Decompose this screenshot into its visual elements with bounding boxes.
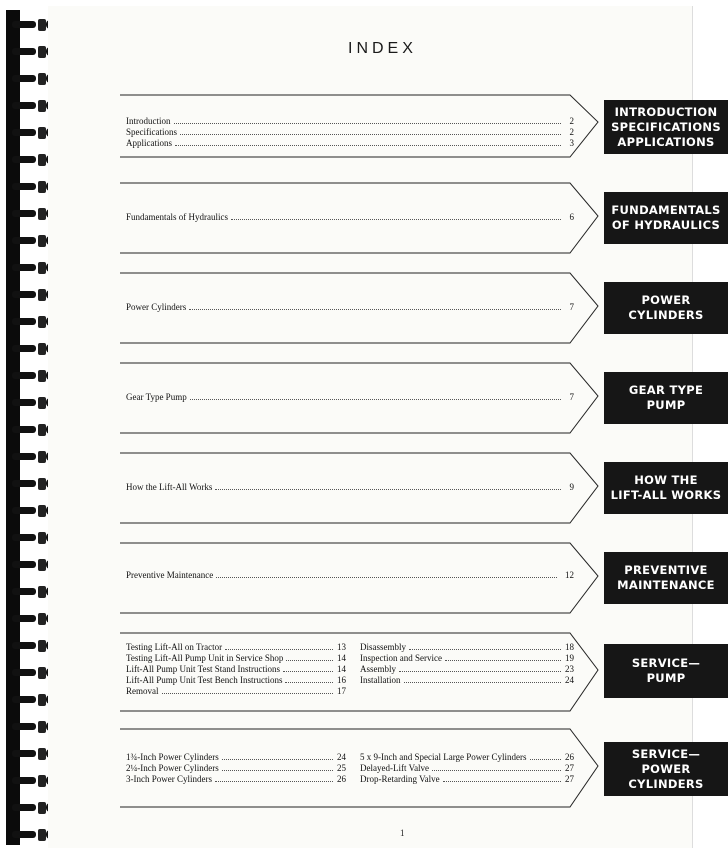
index-entry-gear-type-pump[interactable]: Gear Type Pump 7 <box>126 392 574 402</box>
index-entry-5x9-inch-cylinders[interactable]: 5 x 9-Inch and Special Large Power Cylinders 26 <box>360 752 574 762</box>
index-section-service-power-cylinders <box>120 728 728 808</box>
index-section-gear-type-pump <box>120 362 728 434</box>
index-entry-2-1-4-inch-cylinders[interactable]: 2¼-Inch Power Cylinders 25 <box>126 763 346 773</box>
index-entry-applications[interactable]: Applications 3 <box>126 138 574 148</box>
index-section-how-lift-all-works <box>120 452 728 524</box>
index-section-service-pump <box>120 632 728 712</box>
index-entry-fundamentals[interactable]: Fundamentals of Hydraulics 6 <box>126 212 574 222</box>
index-entry-disassembly[interactable]: Disassembly 18 <box>360 642 574 652</box>
section-tab-preventive-maintenance[interactable]: PREVENTIVE MAINTENANCE <box>604 552 728 604</box>
index-entry-1-3-4-inch-cylinders[interactable]: 1¾-Inch Power Cylinders 24 <box>126 752 346 762</box>
index-entry-testing-on-tractor[interactable]: Testing Lift-All on Tractor 13 <box>126 642 346 652</box>
index-page <box>48 6 722 848</box>
index-entry-assembly[interactable]: Assembly 23 <box>360 664 574 674</box>
section-tab-gear-type-pump[interactable]: GEAR TYPE PUMP <box>604 372 728 424</box>
index-entry-delayed-lift-valve[interactable]: Delayed-Lift Valve 27 <box>360 763 574 773</box>
section-tab-service-pump[interactable]: SERVICE— PUMP <box>604 644 728 698</box>
index-section-power-cylinders <box>120 272 728 344</box>
page-title: INDEX <box>348 40 417 57</box>
index-entry-preventive-maintenance[interactable]: Preventive Maintenance 12 <box>126 570 574 580</box>
index-entry-specifications[interactable]: Specifications 2 <box>126 127 574 137</box>
index-section-fundamentals <box>120 182 728 254</box>
section-tab-introduction[interactable]: INTRODUCTION SPECIFICATIONS APPLICATIONS <box>604 100 728 154</box>
index-entry-how-lift-all-works[interactable]: How the Lift-All Works 9 <box>126 482 574 492</box>
index-entry-test-bench[interactable]: Lift-All Pump Unit Test Bench Instructions 16 <box>126 675 346 685</box>
index-entry-test-stand[interactable]: Lift-All Pump Unit Test Stand Instructions 14 <box>126 664 346 674</box>
index-section-introduction <box>120 94 728 158</box>
index-entry-introduction[interactable]: Introduction 2 <box>126 116 574 126</box>
section-tab-power-cylinders[interactable]: POWER CYLINDERS <box>604 282 728 334</box>
section-tab-fundamentals[interactable]: FUNDAMENTALS OF HYDRAULICS <box>604 192 728 244</box>
section-tab-service-power-cylinders[interactable]: SERVICE— POWER CYLINDERS <box>604 742 728 796</box>
index-entry-removal[interactable]: Removal 17 <box>126 686 346 696</box>
index-entry-power-cylinders[interactable]: Power Cylinders 7 <box>126 302 574 312</box>
index-section-preventive-maintenance <box>120 542 728 614</box>
index-entry-inspection-service[interactable]: Inspection and Service 19 <box>360 653 574 663</box>
page-number: 1 <box>400 828 405 838</box>
index-entry-installation[interactable]: Installation 24 <box>360 675 574 685</box>
index-entry-3-inch-cylinders[interactable]: 3-Inch Power Cylinders 26 <box>126 774 346 784</box>
index-entry-drop-retarding-valve[interactable]: Drop-Retarding Valve 27 <box>360 774 574 784</box>
index-entry-testing-service-shop[interactable]: Testing Lift-All Pump Unit in Service Shop 14 <box>126 653 346 663</box>
section-tab-how-lift-all-works[interactable]: HOW THE LIFT-ALL WORKS <box>604 462 728 514</box>
